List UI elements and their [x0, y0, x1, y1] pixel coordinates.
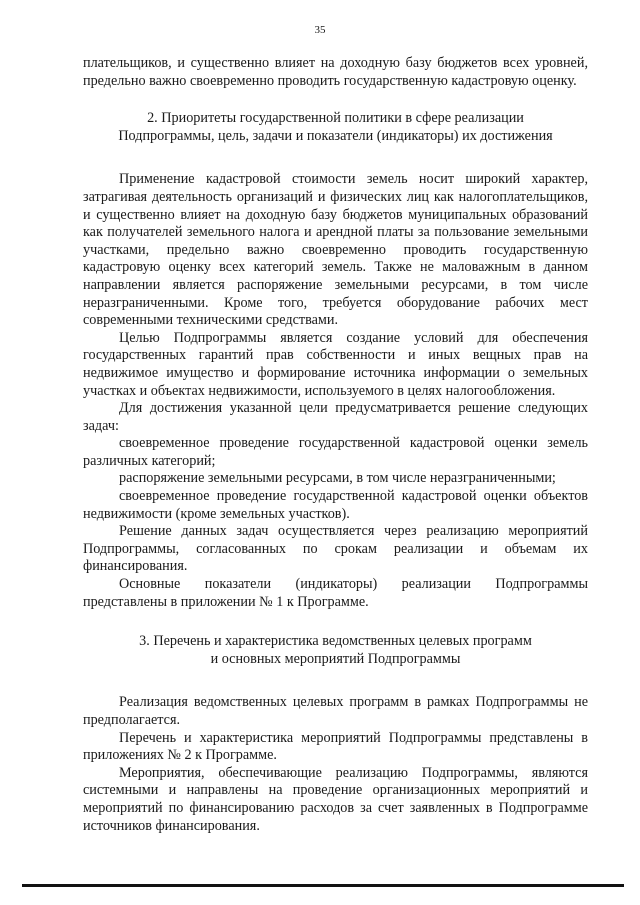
- section-3-heading-line-2: и основных мероприятий Подпрограммы: [210, 650, 461, 667]
- section-2-heading-line-2: Подпрограммы, цель, задачи и показатели (индикаторы) их достижения: [118, 127, 553, 144]
- section-2-paragraph: Основные показатели (индикаторы) реализации Подпрограммы представлены в приложении № 1 к Программе.: [83, 576, 588, 610]
- intro-paragraph: плательщиков, и существенно влияет на доходную базу бюджетов всех уровней, предельно важно своевременно проводить государственную кадастровую оценку.: [83, 55, 588, 89]
- task-list-item: распоряжение земельными ресурсами, в том числе неразграниченными;: [119, 470, 556, 487]
- section-3-heading: [83, 633, 588, 668]
- document-body: [83, 55, 588, 835]
- section-2-paragraph: Применение кадастровой стоимости земель носит широкий характер, затрагивая деятельность организаций и физических лиц как налогоплательщиков, и существенно влияет на доходную базу бюджетов муниципальных образований как получателей земельного налога и арендной платы за пользование земельными участками, предельно важно своевременно проводить государственную кадастровую оценку всех категорий земель. Также не маловажным в данном направлении является распоряжение земельными ресурсами, в том числе неразграниченными. Кроме того, требуется оборудование рабочих мест современными техническими средствами.: [83, 171, 588, 329]
- section-2-paragraph: Решение данных задач осуществляется через реализацию мероприятий Подпрограммы, согласованных по срокам реализации и объемам их финансирования.: [83, 523, 588, 575]
- section-3-paragraph: Реализация ведомственных целевых программ в рамках Подпрограммы не предполагается.: [83, 694, 588, 728]
- section-2-paragraph: Целью Подпрограммы является создание условий для обеспечения государственных гарантий прав собственности и иных вещных прав на недвижимое имущество и формирование источника информации о земельных участках и объектах недвижимости, используемого в целях налогообложения.: [83, 329, 588, 399]
- section-3-paragraph: Перечень и характеристика мероприятий Подпрограммы представлены в приложениях № 2 к Программе.: [83, 729, 588, 764]
- section-3-heading-line-1: 3. Перечень и характеристика ведомственных целевых программ: [139, 633, 532, 650]
- section-3-paragraph: Мероприятия, обеспечивающие реализацию Подпрограммы, являются системными и направлены на проведение организационных мероприятий и мероприятий по финансированию расходов за счет заявленных в Подпрограмме источников финансирования.: [83, 764, 588, 834]
- section-2-paragraph: Для достижения указанной цели предусматривается решение следующих задач:: [83, 400, 588, 434]
- section-2-heading-line-1: 2. Приоритеты государственной политики в сфере реализации: [147, 110, 524, 127]
- section-2-heading: [83, 110, 588, 145]
- task-list-item: своевременное проведение государственной кадастровой оценки земель различных категорий;: [83, 435, 588, 469]
- bottom-rule: [22, 884, 624, 887]
- page-number: 35: [314, 24, 326, 36]
- task-list-item: своевременное проведение государственной кадастровой оценки объектов недвижимости (кроме земельных участков).: [83, 488, 588, 522]
